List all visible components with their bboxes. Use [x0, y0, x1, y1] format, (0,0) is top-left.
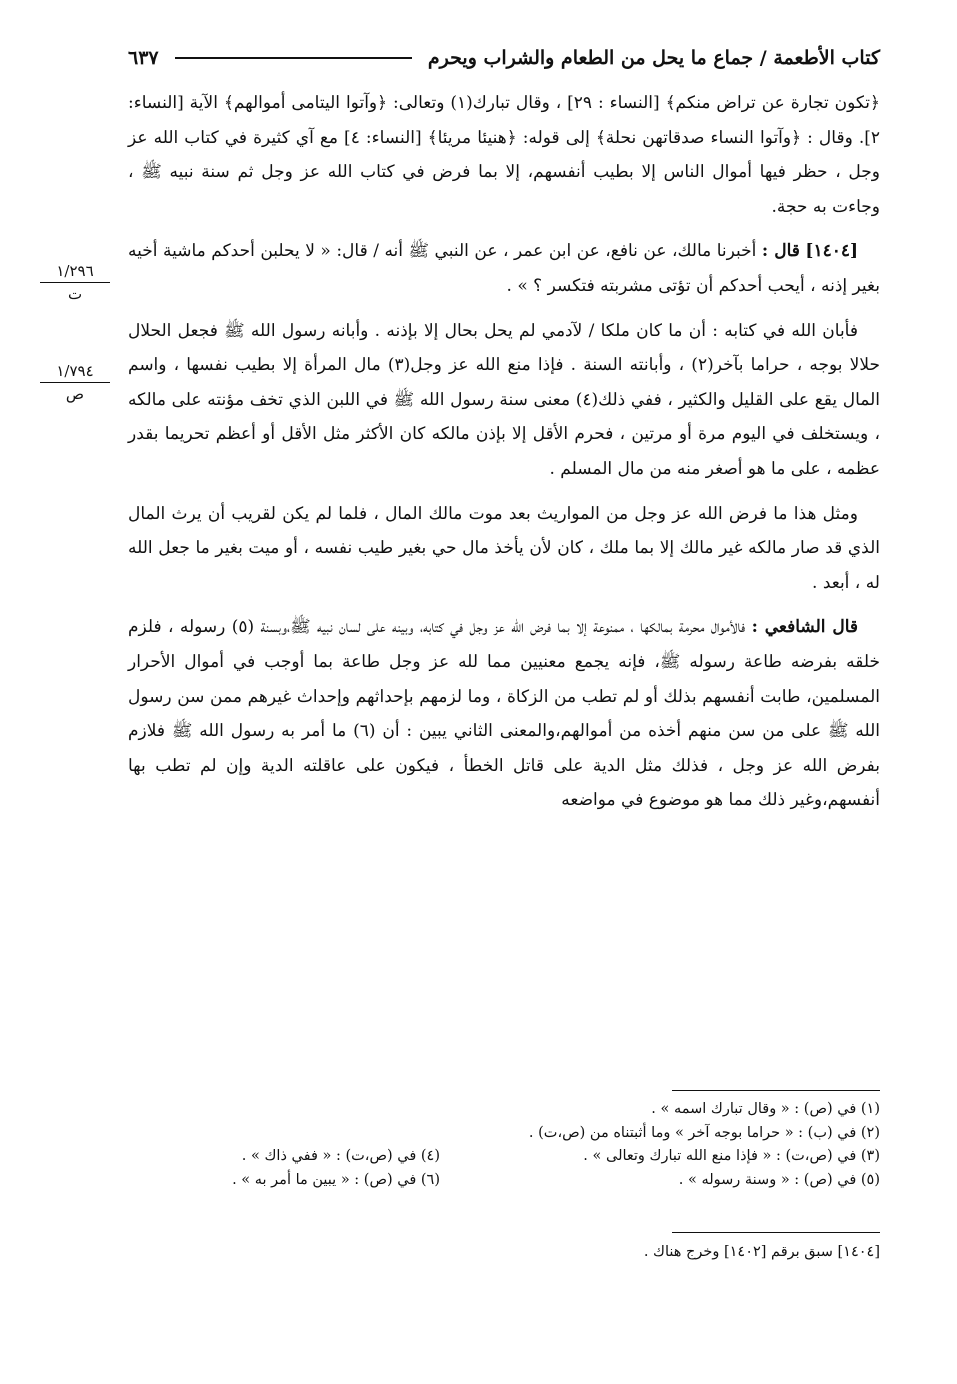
margin-ref-number: ١/٢٩٦ — [40, 262, 110, 283]
page-number: ٦٣٧ — [128, 47, 159, 69]
footnote-row — [128, 1098, 880, 1122]
main-text — [128, 86, 880, 828]
hadith-text: أخبرنا مالك، عن نافع، عن ابن عمر ، عن النبي ﷺ أنه / قال: « لا يحلبن أحدكم ماشية أخيه بغير إذنه ، أيحب أحدكم أن تؤتى مشربته فتكسر ؟ » . — [128, 241, 880, 296]
margin-ref-source: ص — [65, 385, 85, 403]
shafii-label: قال الشافعي : — [751, 617, 859, 638]
footnotes — [128, 1098, 880, 1192]
paragraph-3: فأبان الله في كتابه : أن ما كان ملكا / لآدمي لم يحل بحال إلا بإذنه . وأبانه رسول الله ﷺ فجعل الحلال حلالا بوجه ، حراما بآخر(٢) ، وأبانته السنة . فإذا منع الله عز وجل(٣) مال المرأة إلا بطيب نفسها ، واسم المال يقع على القليل والكثير ، ففي ذلك(٤) معنى سنة رسول الله ﷺ في اللبن الذي تخف مؤنته على مالكه ، ويستخلف في اليوم مرة أو مرتين ، فحرم الأقل إلا بإذن مالكه كان الأكثر مثل الأقل أو أعظم تحريما بقدر عظمه ، على ما هو أصغر منه من مال المسلم . — [128, 320, 880, 479]
header-rule — [175, 57, 412, 59]
margin-ref-number: ١/٧٩٤ — [40, 362, 110, 383]
footnote-6: (٦) في (ص) : « يبين ما أمر به » . — [232, 1171, 440, 1188]
paragraph-5-text: فالأموال محرمة بمالكها ، ممنوعة إلا بما فرض الله عز وجل في كتابه، وبينه على لسان نبيه ﷺ،وبسنة (٥) رسوله ، فلزم خلقه بفرضه طاعة رسوله ﷺ، فإنه يجمع معنيين مما لله عز وجل طاعة بما أوجب في أموال الأحرار المسلمين، طابت أنفسهم بذلك أو لم تطب من الزكاة ، وما لزمهم بإحداثهم وإحداث غيرهم ممن سن رسول الله ﷺ على من سن منهم أخذه من أموالهم،والمعنى الثاني يبين : أن (٦) ما أمر به رسول الله ﷺ فلازم بفرض الله عز وجل ، فذلك مثل الدية على قاتل الخطأ ، فيكون على عاقلته الدية وإن لم تطب بها أنفسهم،وغير ذلك مما هو موضوع في مواضعه — [128, 617, 880, 811]
footnote-1: (١) في (ص) : « وقال تبارك اسمه » . — [651, 1101, 880, 1117]
footnote-5: (٥) في (ص) : « وسنة رسوله » . — [678, 1171, 880, 1188]
hadith-number: [١٤٠٤] — [805, 241, 859, 262]
footnote-row — [128, 1169, 880, 1193]
final-note-rule — [672, 1232, 880, 1233]
hadith-label: قال : — [761, 241, 800, 262]
footnote-4: (٤) في (ص،ت) : « ففي ذاك » . — [241, 1148, 440, 1164]
margin-reference-s — [40, 362, 110, 403]
footnote-row — [128, 1122, 880, 1146]
paragraph-4: ومثل هذا ما فرض الله عز وجل من المواريث بعد موت مالك المال ، فلما لم يكن لقريب أن يرث المال الذي قد صار مالكه غير مالك إلا بما ملك ، كان لأن يأخذ مال حي بغير طيب نفسه ، أو ميت بغير ما جعل الله له ، أبعد . — [128, 503, 880, 593]
footnote-row — [128, 1145, 880, 1169]
header-title: كتاب الأطعمة / جماع ما يحل من الطعام والشراب ويحرم — [427, 47, 880, 69]
final-note: [١٤٠٤] سبق برقم [١٤٠٢] وخرج هناك . — [643, 1244, 880, 1260]
paragraph-1: ﴿تكون تجارة عن تراض منكم﴾ [النساء : ٢٩] ، وقال تبارك(١) وتعالى: ﴿وآتوا اليتامى أموالهم﴾ الآية [النساء: ٢]. وقال : ﴿وآتوا النساء صدقاتهن نحلة﴾ إلى قوله: ﴿هنيئا مريئا﴾ [النساء: ٤] مع آي كثيرة في كتاب الله عز وجل ، حظر فيها أموال الناس إلا بطيب أنفسهم، إلا بما فرض في كتاب الله عز وجل ثم سنة نبيه ﷺ ، وجاءت به حجة. — [128, 93, 881, 217]
margin-reference-t — [40, 262, 110, 303]
footnote-rule — [672, 1090, 880, 1091]
footnote-2: (٢) في (ب) : « حراما بوجه آخر » وما أثبتناه من (ص،ت) . — [528, 1124, 880, 1141]
margin-ref-source: ت — [67, 285, 83, 303]
page-header — [128, 42, 880, 74]
footnote-3: (٣) في (ص،ت) : « فإذا منع الله تبارك وتعالى » . — [583, 1148, 880, 1164]
paragraph-hadith-1404 — [128, 234, 880, 303]
paragraph-5 — [128, 610, 880, 818]
